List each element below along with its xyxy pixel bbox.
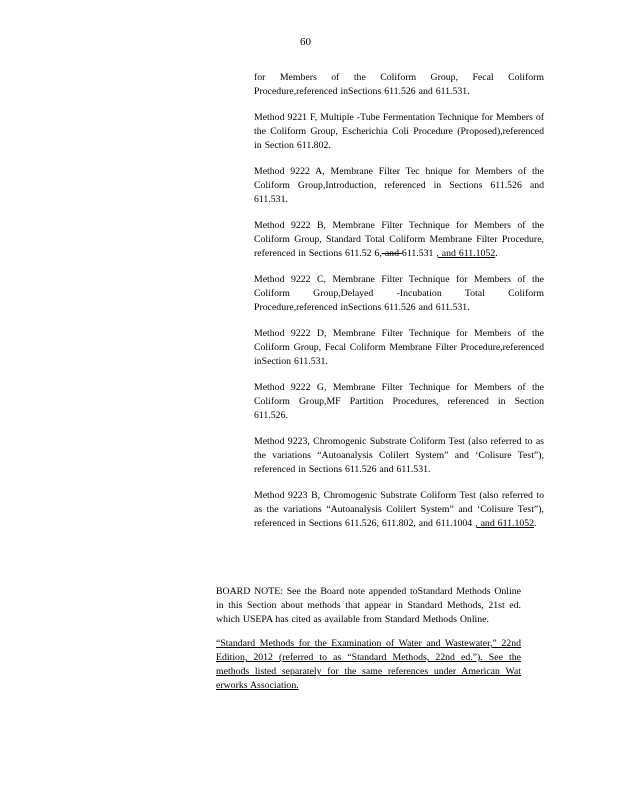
inserted-text: “Standard Methods for the Examination of Water and Wastewater,” 22nd Edition, 2012 (referred to as “Standard Methods, 22nd ed.”). See the methods listed separately for the same references under American Wat erworks Association. [216, 638, 521, 691]
inserted-text: , and 611.1052 [436, 248, 496, 259]
method-text-end: . [534, 518, 537, 529]
method-entry [254, 165, 544, 207]
struck-text: and [381, 248, 402, 259]
method-text: Method 9222 A, Membrane Filter Tec hnique for Members of the Coliform Group,Introduction, referenced in Sections 611.526 and 611.531. [254, 166, 544, 205]
method-text-cont: 611.531 [401, 248, 434, 259]
method-text: Method 9222 G, Membrane Filter Technique for Members of the Coliform Group,MF Partition Procedures, referenced in Section 611.526. [254, 382, 544, 421]
method-text: for Members of the Coliform Group, Fecal Coliform Procedure,referenced inSections 611.526 and 611.531. [254, 72, 544, 97]
method-text: Method 9222 C, Membrane Filter Technique for Members of the Coliform Group,Delayed -Incubation Total Coliform Procedure,referenced inSections 611.526 and 611.531. [254, 274, 544, 313]
page-number: 60 [300, 36, 311, 48]
inserted-text: , and 611.1052 [475, 518, 535, 529]
methods-list [254, 71, 544, 543]
method-text: Method 9222 B, Membrane Filter Technique for Members of the Coliform Group, Standard Total Coliform Membrane Filter Procedure, referenced in Sections 611.52 6, [254, 220, 544, 259]
method-entry [254, 273, 544, 315]
method-text: Method 9223, Chromogenic Substrate Coliform Test (also referred to as the variations “Autoanalysis Colilert System” and ‘Colisure Test”), referenced in Sections 611.526 and 611.531. [254, 436, 544, 475]
method-entry [254, 219, 544, 261]
method-entry [254, 111, 544, 153]
method-text: Method 9223 B, Chromogenic Substrate Coliform Test (also referred to as the variations “Autoanalysis Colilert System” and ‘Colisure Test”), referenced in Sections 611.526, 611.802, and 611.1004 [254, 490, 544, 529]
method-entry [254, 489, 544, 531]
method-entry [254, 381, 544, 423]
board-note [216, 585, 521, 627]
method-entry [254, 327, 544, 369]
method-text: Method 9222 D, Membrane Filter Technique for Members of the Coliform Group, Fecal Coliform Membrane Filter Procedure,referenced inSection 611.531. [254, 328, 544, 367]
board-note-text: BOARD NOTE: See the Board note appended toStandard Methods Online in this Section about methods that appear in Standard Methods, 21st ed. which USEPA has cited as available from Standard Methods Online. [216, 586, 521, 625]
method-text: Method 9221 F, Multiple -Tube Fermentation Technique for Members of the Coliform Group, Escherichia Coli Procedure (Proposed),referenced in Section 611.802. [254, 112, 544, 151]
method-entry [254, 435, 544, 477]
standard-methods-22nd-entry [216, 637, 521, 693]
method-entry [254, 71, 544, 99]
notes-section [216, 585, 521, 703]
method-text-end: . [495, 248, 498, 259]
